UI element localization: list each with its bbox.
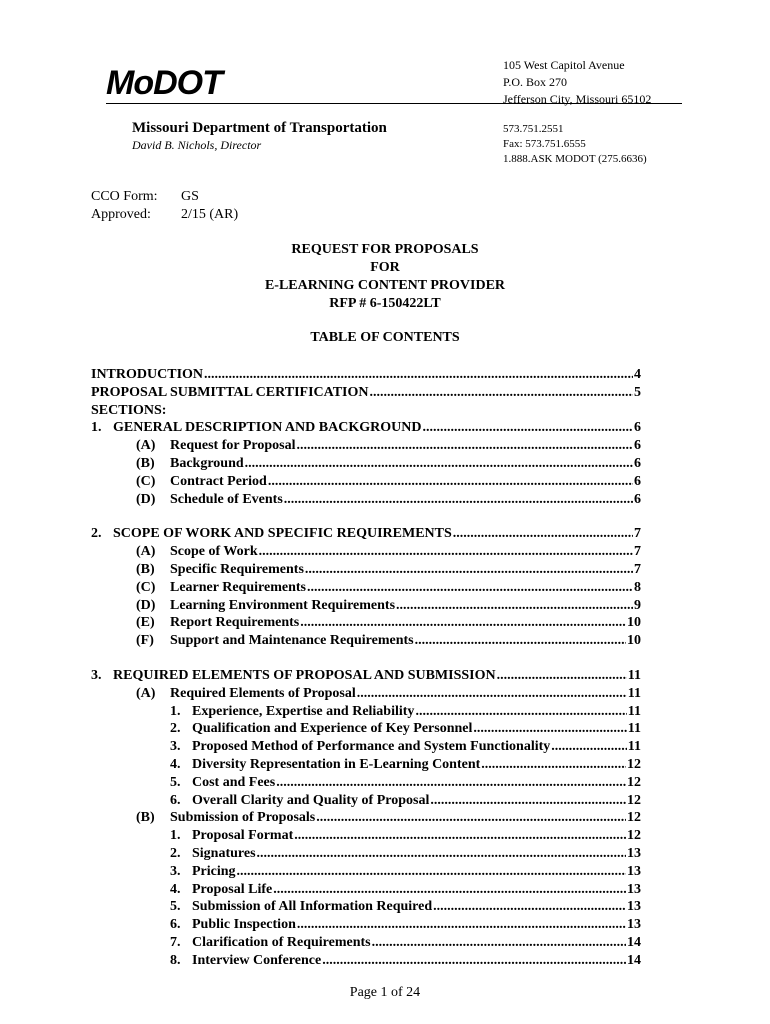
toc-entry-page: 10 (627, 633, 641, 649)
toc-entry-label: Report Requirements (170, 615, 300, 631)
toc-entry-number: (B) (136, 455, 155, 471)
toc-entry-number: (C) (136, 579, 156, 595)
table-of-contents (91, 367, 641, 971)
toc-entry-number: 2. (170, 845, 181, 861)
title-line: REQUEST FOR PROPOSALS (291, 242, 479, 257)
form-info (91, 188, 238, 224)
toc-entry-label: Contract Period (170, 473, 267, 489)
toc-entry-page: 12 (627, 792, 641, 808)
toc-entry-page: 11 (627, 685, 641, 701)
toc-entry[interactable] (91, 775, 641, 793)
toc-entry[interactable] (91, 704, 641, 722)
toc-entry-label: Pricing (192, 863, 236, 879)
toc-entry-number: 1. (91, 420, 102, 436)
toc-entry[interactable] (91, 739, 641, 757)
fax-number: Fax: 573.751.6555 (503, 138, 586, 150)
toc-entry-page: 13 (627, 881, 641, 897)
toc-entry-label: Background (170, 455, 244, 471)
toc-entry[interactable] (91, 686, 641, 704)
toc-entry[interactable] (91, 385, 641, 403)
toc-entry-label: Clarification of Requirements (192, 934, 371, 950)
toc-entry-page: 13 (627, 845, 641, 861)
toc-entry-number: 4. (170, 756, 181, 772)
form-info-key: CCO Form: (91, 189, 158, 204)
toc-entry-label: Experience, Expertise and Reliability (192, 703, 415, 719)
title-line: RFP # 6-150422LT (329, 296, 441, 311)
toc-entry[interactable] (91, 367, 641, 385)
toc-spacer (91, 651, 641, 668)
toc-entry-number: (E) (136, 615, 155, 631)
contact-info (503, 122, 647, 167)
toc-entry-number: 2. (91, 526, 102, 542)
toc-entry[interactable] (91, 846, 641, 864)
form-info-value: 2/15 (AR) (181, 207, 239, 222)
toc-entry-number: 8. (170, 952, 181, 968)
toc-entry-page: 13 (627, 917, 641, 933)
toc-entry-label: SCOPE OF WORK AND SPECIFIC REQUIREMENTS (113, 526, 452, 542)
toc-leader-dots (430, 793, 626, 809)
toc-entry[interactable] (91, 721, 641, 739)
toc-entry[interactable] (91, 793, 641, 811)
toc-entry-label: Submission of All Information Required (192, 899, 433, 915)
toc-entry-label: Proposed Method of Performance and System Functionality (192, 739, 551, 755)
toc-entry-page: 11 (627, 667, 641, 683)
toc-entry[interactable] (91, 580, 641, 598)
toc-entry-label: Submission of Proposals (170, 810, 316, 826)
toc-entry[interactable] (91, 544, 641, 562)
toc-entry-number: (A) (136, 438, 156, 454)
toc-entry-label: Signatures (192, 845, 256, 861)
toc-leader-dots (372, 935, 626, 951)
toc-leader-dots (245, 456, 633, 472)
toc-entry[interactable] (91, 492, 641, 510)
toc-entry-number: (D) (136, 597, 156, 613)
toc-entry-label: PROPOSAL SUBMITTAL CERTIFICATION (91, 384, 369, 400)
toc-entry-number: (A) (136, 544, 156, 560)
toc-entry-label: INTRODUCTION (91, 367, 204, 382)
toc-entry[interactable] (91, 562, 641, 580)
page-footer: Page 1 of 24 (349, 985, 421, 1000)
toc-entry-label: GENERAL DESCRIPTION AND BACKGROUND (113, 420, 422, 436)
toc-entry-label: Cost and Fees (192, 774, 276, 790)
toc-entry-label: Public Inspection (192, 917, 296, 933)
toc-entry[interactable] (91, 864, 641, 882)
toc-entry-page: 7 (634, 526, 641, 542)
toc-entry-number: (D) (136, 491, 156, 507)
toc-entry-number: 6. (170, 792, 181, 808)
toc-leader-dots (415, 704, 626, 720)
form-info-row (91, 188, 238, 206)
toc-entry-label: SECTIONS: (91, 402, 167, 418)
toc-leader-dots (316, 810, 626, 826)
toc-entry[interactable] (91, 420, 641, 438)
toc-leader-dots (481, 757, 626, 773)
toll-free-number: 1.888.ASK MODOT (275.6636) (503, 153, 647, 165)
toc-entry-label: Schedule of Events (170, 491, 283, 507)
toc-entry-page: 7 (634, 544, 641, 560)
toc-entry-number: (B) (136, 810, 155, 826)
toc-entry-label: Learning Environment Requirements (170, 597, 396, 613)
title-line: FOR (370, 260, 400, 275)
toc-entry[interactable] (91, 917, 641, 935)
toc-entry[interactable] (91, 668, 641, 686)
toc-entry[interactable] (91, 882, 641, 900)
toc-leader-dots (453, 526, 633, 542)
toc-leader-dots (497, 668, 627, 684)
toc-entry-number: 3. (170, 739, 181, 755)
toc-leader-dots (237, 864, 626, 880)
toc-leader-dots (204, 367, 633, 383)
toc-entry-page: 10 (627, 615, 641, 631)
title-line: E-LEARNING CONTENT PROVIDER (264, 278, 506, 293)
toc-leader-dots (305, 562, 633, 578)
toc-entry-number: (F) (136, 633, 154, 649)
toc-entry-number: 3. (170, 863, 181, 879)
form-info-row (91, 206, 238, 224)
toc-entry-number: 3. (91, 667, 102, 683)
address-line: 105 West Capitol Avenue (503, 58, 625, 72)
toc-entry-number: 7. (170, 934, 181, 950)
toc-entry[interactable] (91, 828, 641, 846)
modot-logo: MoDOT (106, 64, 222, 102)
toc-entry[interactable] (91, 526, 641, 544)
toc-entry-page: 6 (634, 420, 641, 436)
toc-entry-page: 5 (634, 384, 641, 400)
toc-entry-number: 5. (170, 774, 181, 790)
toc-entry[interactable] (91, 935, 641, 953)
form-info-value: GS (181, 189, 199, 204)
toc-leader-dots (259, 544, 633, 560)
toc-leader-dots (276, 775, 626, 791)
toc-leader-dots (273, 882, 626, 898)
toc-entry[interactable] (91, 633, 641, 651)
toc-entry-page: 11 (627, 739, 641, 755)
toc-heading: TABLE OF CONTENTS (310, 330, 460, 345)
toc-entry[interactable] (91, 757, 641, 775)
address-line: Jefferson City, Missouri 65102 (503, 92, 652, 106)
toc-entry-page: 7 (634, 561, 641, 577)
toc-entry-label: Overall Clarity and Quality of Proposal (192, 792, 430, 808)
toc-entry-page: 6 (634, 455, 641, 471)
toc-leader-dots (300, 615, 626, 631)
form-info-key: Approved: (91, 207, 151, 222)
toc-entry-label: Learner Requirements (170, 579, 306, 595)
toc-entry-number: 2. (170, 721, 181, 737)
toc-entry-label: Required Elements of Proposal (170, 685, 356, 701)
toc-entry-page: 12 (627, 810, 641, 826)
toc-entry[interactable] (91, 598, 641, 616)
toc-entry-number: (A) (136, 685, 156, 701)
toc-entry-label: REQUIRED ELEMENTS OF PROPOSAL AND SUBMISSION (113, 667, 496, 683)
organization-name: Missouri Department of Transportation (132, 120, 387, 136)
toc-entry-page: 6 (634, 438, 641, 454)
toc-entry-label: Diversity Representation in E-Learning Content (192, 756, 481, 772)
toc-leader-dots (357, 686, 627, 702)
toc-leader-dots (284, 492, 633, 508)
document-title (0, 241, 770, 313)
mailing-address (503, 57, 651, 108)
toc-entry-page: 14 (627, 952, 641, 968)
toc-leader-dots (473, 721, 626, 737)
toc-entry-page: 11 (627, 703, 641, 719)
toc-entry-label: Proposal Life (192, 881, 273, 897)
toc-entry[interactable] (91, 899, 641, 917)
toc-leader-dots (322, 953, 626, 969)
toc-entry-number: 1. (170, 828, 181, 844)
toc-entry-page: 13 (627, 863, 641, 879)
toc-entry-label: Support and Maintenance Requirements (170, 633, 414, 649)
toc-entry-label: Interview Conference (192, 952, 322, 968)
letterhead-divider (106, 103, 682, 104)
toc-leader-dots (415, 633, 626, 649)
toc-leader-dots (296, 438, 633, 454)
toc-spacer (91, 509, 641, 526)
toc-entry-number: (C) (136, 473, 156, 489)
toc-entry-page: 12 (627, 756, 641, 772)
toc-entry[interactable] (91, 403, 641, 421)
phone-number: 573.751.2551 (503, 123, 564, 135)
toc-leader-dots (307, 580, 633, 596)
toc-leader-dots (294, 828, 626, 844)
toc-entry[interactable] (91, 615, 641, 633)
toc-entry[interactable] (91, 953, 641, 971)
toc-entry-label: Scope of Work (170, 544, 258, 560)
toc-leader-dots (433, 899, 626, 915)
toc-leader-dots (422, 420, 633, 436)
toc-entry-number: 4. (170, 881, 181, 897)
director-name: David B. Nichols, Director (132, 138, 262, 152)
toc-entry-page: 6 (634, 491, 641, 507)
toc-entry-page: 11 (627, 721, 641, 737)
toc-entry-number: 1. (170, 703, 181, 719)
toc-entry-number: (B) (136, 561, 155, 577)
toc-entry-label: Proposal Format (192, 828, 294, 844)
toc-entry-label: Specific Requirements (170, 561, 304, 577)
toc-entry-label: Request for Proposal (170, 438, 296, 454)
toc-entry-number: 5. (170, 899, 181, 915)
toc-entry-page: 4 (634, 367, 641, 382)
toc-entry-number: 6. (170, 917, 181, 933)
toc-entry-page: 9 (634, 597, 641, 613)
toc-leader-dots (369, 385, 633, 401)
toc-leader-dots (396, 598, 633, 614)
toc-entry-page: 14 (627, 934, 641, 950)
toc-leader-dots (551, 739, 627, 755)
toc-entry-label: Qualification and Experience of Key Personnel (192, 721, 473, 737)
toc-entry[interactable] (91, 474, 641, 492)
toc-entry-page: 6 (634, 473, 641, 489)
toc-entry-page: 8 (634, 579, 641, 595)
toc-entry-page: 13 (627, 899, 641, 915)
toc-entry[interactable] (91, 438, 641, 456)
toc-entry-page: 12 (627, 774, 641, 790)
toc-leader-dots (268, 474, 633, 490)
toc-entry[interactable] (91, 456, 641, 474)
toc-entry[interactable] (91, 810, 641, 828)
toc-leader-dots (257, 846, 626, 862)
toc-leader-dots (297, 917, 626, 933)
toc-entry-page: 12 (627, 828, 641, 844)
address-line: P.O. Box 270 (503, 75, 568, 89)
